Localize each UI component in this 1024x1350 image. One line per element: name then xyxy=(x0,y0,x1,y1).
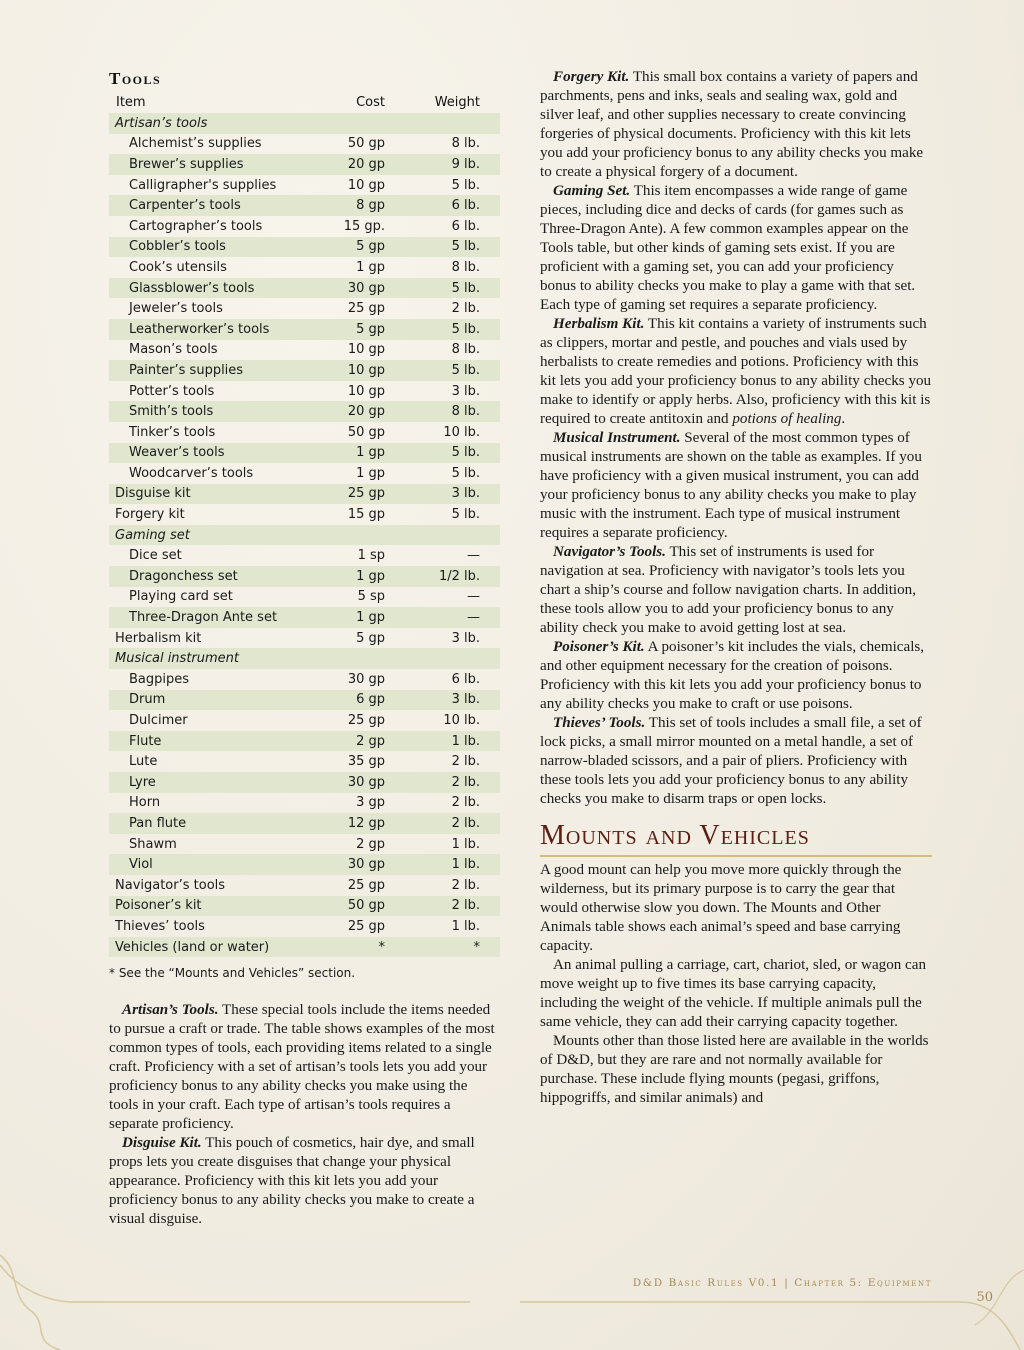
paragraph-text: This set of tools includes a small file, a set of lock picks, a small mirror mounted on a metal handle, a set of narrow-bladed scissors, and a pair of pliers. Proficiency with these tools lets you add your proficiency bonus to any ability checks you make to disarm traps or open locks. xyxy=(540,715,922,807)
mounts-text xyxy=(540,861,932,1108)
paragraph-text: This small box contains a variety of papers and parchments, pens and inks, seals and sealing wax, gold and silver leaf, and other supplies necessary to create convincing forgeries of physical documents. Proficiency with this kit lets you add your proficiency bonus to any ability checks you make to create a physical forgery of a document. xyxy=(540,69,924,180)
paragraph-lead: Poisoner’s Kit. xyxy=(553,639,645,655)
table-row xyxy=(109,751,500,772)
cell-cost: 30 gp xyxy=(308,772,387,793)
paragraph-lead: Disguise Kit. xyxy=(122,1135,202,1151)
cell-cost: 10 gp xyxy=(308,360,387,381)
cell-item: Vehicles (land or water) xyxy=(109,937,308,958)
mounts-paragraph: Mounts other than those listed here are available in the worlds of D&D, but they are rare and not normally available for purchase. These include flying mounts (pegasi, griffons, hippogriffs, and similar animals) and xyxy=(540,1033,929,1106)
cell-cost: 1 gp xyxy=(356,259,385,275)
cell-weight: 2 lb. xyxy=(387,772,500,793)
cell-cost: 15 gp. xyxy=(343,218,385,234)
cell-cost: 30 gp xyxy=(308,854,387,875)
cell-weight: 10 lb. xyxy=(443,713,480,729)
paragraph xyxy=(540,638,932,714)
cell-cost: 5 gp xyxy=(356,630,385,646)
cell-cost: 15 gp xyxy=(347,507,385,523)
table-row xyxy=(109,237,500,258)
cell-item: Cobbler’s tools xyxy=(109,237,308,258)
paragraph-lead: Artisan’s Tools. xyxy=(122,1002,219,1018)
paragraph-text: Several of the most common types of musical instruments are shown on the table as examples. If you have proficiency with a given musical instrument, you can add your proficiency bonus to any ability checks you make to play music with the instrument. Each type of musical instrument requires a separate proficiency. xyxy=(540,430,922,541)
cell-weight: 9 lb. xyxy=(387,154,500,175)
cell-cost: 30 gp xyxy=(347,671,385,687)
cell-item: Painter’s supplies xyxy=(109,360,308,381)
paragraph xyxy=(540,543,932,638)
cell-cost: 2 gp xyxy=(308,731,387,752)
cell-item: Dice set xyxy=(129,548,182,564)
cell-weight: 2 lb. xyxy=(451,795,480,811)
cell-cost: 25 gp xyxy=(347,877,385,893)
table-row xyxy=(109,669,500,690)
paragraph-text: This pouch of cosmetics, hair dye, and small props lets you create disguises that change your physical appearance. Proficiency with this kit lets you add your proficiency bonus to any ability checks you make to create a visual disguise. xyxy=(109,1135,475,1227)
left-column-text xyxy=(109,1001,499,1229)
cell-item: Potter’s tools xyxy=(129,383,215,399)
cell-item: Lute xyxy=(129,754,158,770)
cell-cost: 6 gp xyxy=(308,690,387,711)
cell-cost: 1 sp xyxy=(357,548,385,564)
cell-item: Cartographer’s tools xyxy=(129,218,263,234)
cell-item: Tinker’s tools xyxy=(129,424,216,440)
paragraph-lead: Musical Instrument. xyxy=(553,430,681,446)
table-row xyxy=(109,545,500,566)
header-cost: Cost xyxy=(356,95,385,110)
cell-cost: 5 sp xyxy=(357,589,385,605)
table-row xyxy=(109,834,500,855)
paragraph-lead: Navigator’s Tools. xyxy=(553,544,666,560)
cell-item: Carpenter’s tools xyxy=(109,195,308,216)
paragraph-lead: Forgery Kit. xyxy=(553,69,630,85)
cell-weight: 5 lb. xyxy=(387,443,500,464)
cell-weight: 6 lb. xyxy=(451,218,480,234)
cell-cost: 25 gp xyxy=(308,484,387,505)
table-row xyxy=(109,298,500,319)
table-row xyxy=(109,772,500,793)
footer-ornament xyxy=(0,1240,1024,1350)
cell-item: Musical instrument xyxy=(109,648,308,669)
cell-weight: — xyxy=(387,607,500,628)
tools-table-body xyxy=(109,113,500,957)
table-row xyxy=(109,360,500,381)
cell-cost: 10 gp xyxy=(347,383,385,399)
tools-table-title: Tools xyxy=(109,69,162,88)
cell-cost: 5 gp xyxy=(308,237,387,258)
paragraph-text: This item encompasses a wide range of game pieces, including dice and decks of cards (for games such as Three-Dragon Ante). A few common examples appear on the Tools table, but other kinds of gaming sets exist. If you are proficient with a gaming set, you can add your proficiency bonus to ability checks you make to play a game with that set. Each type of gaming set requires a separate proficiency. xyxy=(540,183,916,313)
cell-item: Playing card set xyxy=(129,589,233,605)
cell-item: Three-Dragon Ante set xyxy=(109,607,308,628)
cell-weight xyxy=(387,525,500,546)
table-row xyxy=(109,896,500,917)
cell-item: Herbalism kit xyxy=(115,630,202,646)
table-row xyxy=(109,340,500,361)
cell-weight: 3 lb. xyxy=(387,484,500,505)
paragraph-lead: Thieves’ Tools. xyxy=(553,715,646,731)
cell-weight: 5 lb. xyxy=(451,177,480,193)
cell-item: Lyre xyxy=(109,772,308,793)
cell-cost: 20 gp xyxy=(308,401,387,422)
cell-weight: 6 lb. xyxy=(451,671,480,687)
paragraph-tail: . xyxy=(841,411,846,427)
cell-item: Thieves’ tools xyxy=(115,918,205,934)
table-row xyxy=(109,607,500,628)
cell-weight: 1 lb. xyxy=(387,731,500,752)
cell-cost: 25 gp xyxy=(347,918,385,934)
cell-weight: 5 lb. xyxy=(387,237,500,258)
cell-weight: 6 lb. xyxy=(387,195,500,216)
cell-cost: 50 gp xyxy=(308,896,387,917)
cell-weight: 3 lb. xyxy=(451,383,480,399)
table-row xyxy=(109,916,500,937)
table-row xyxy=(109,443,500,464)
cell-item: Bagpipes xyxy=(129,671,190,687)
cell-item: Flute xyxy=(109,731,308,752)
cell-weight: 8 lb. xyxy=(451,259,480,275)
cell-item: Alchemist’s supplies xyxy=(129,136,262,152)
cell-cost: 30 gp xyxy=(308,278,387,299)
cell-cost: 1 gp xyxy=(308,443,387,464)
table-row xyxy=(109,257,500,278)
table-row xyxy=(109,422,500,443)
paragraph-lead: Herbalism Kit. xyxy=(553,316,645,332)
cell-weight: 2 lb. xyxy=(451,301,480,317)
cell-cost: 10 gp xyxy=(347,177,385,193)
cell-weight: 5 lb. xyxy=(451,507,480,523)
cell-weight: 5 lb. xyxy=(451,465,480,481)
paragraph xyxy=(540,68,932,182)
footer-left-line xyxy=(0,1265,470,1302)
footer-right-line xyxy=(520,1302,1020,1350)
cell-weight: 2 lb. xyxy=(451,754,480,770)
cell-item: Disguise kit xyxy=(109,484,308,505)
cell-item: Jeweler’s tools xyxy=(129,301,223,317)
table-row xyxy=(109,854,500,875)
paragraph-text: These special tools include the items needed to pursue a craft or trade. The table shows examples of the most common types of tools, each providing items related to a single craft. Proficiency with a set of artisan’s tools lets you add your proficiency bonus to any ability checks you make using the tools in your craft. Each type of artisan’s tools requires a separate proficiency. xyxy=(109,1002,495,1132)
table-row xyxy=(109,690,500,711)
cell-item: Brewer’s supplies xyxy=(109,154,308,175)
cell-item: Calligrapher's supplies xyxy=(129,177,277,193)
header-weight: Weight xyxy=(434,95,480,110)
header-item: Item xyxy=(116,95,146,110)
table-row xyxy=(109,401,500,422)
cell-cost: 1 gp xyxy=(308,566,387,587)
mounts-heading: Mounts and Vehicles xyxy=(540,820,810,851)
tools-table xyxy=(109,92,500,957)
tool-descriptions xyxy=(540,68,932,809)
cell-cost: 25 gp xyxy=(347,301,385,317)
cell-weight: 3 lb. xyxy=(451,630,480,646)
cell-item: Dragonchess set xyxy=(109,566,308,587)
cell-item: Dulcimer xyxy=(129,713,188,729)
table-row xyxy=(109,875,500,896)
table-row xyxy=(109,504,500,525)
cell-weight: 2 lb. xyxy=(451,877,480,893)
table-row xyxy=(109,175,500,196)
table-row xyxy=(109,587,500,608)
cell-item: Poisoner’s kit xyxy=(109,896,308,917)
cell-item: Mason’s tools xyxy=(129,342,218,358)
table-row xyxy=(109,319,500,340)
table-row xyxy=(109,525,500,546)
paragraph xyxy=(540,315,932,429)
cell-weight: 8 lb. xyxy=(451,136,480,152)
cell-cost: 50 gp xyxy=(347,424,385,440)
table-row xyxy=(109,134,500,155)
table-row xyxy=(109,566,500,587)
cell-weight: — xyxy=(467,589,480,605)
table-row xyxy=(109,113,500,134)
cell-cost: 25 gp xyxy=(347,713,385,729)
cell-weight: 1 lb. xyxy=(387,854,500,875)
table-row xyxy=(109,381,500,402)
table-row xyxy=(109,813,500,834)
cell-cost: 5 gp xyxy=(308,319,387,340)
paragraph xyxy=(109,1001,499,1134)
cell-item: Shawm xyxy=(129,836,177,852)
table-row xyxy=(109,731,500,752)
cell-weight: 5 lb. xyxy=(387,278,500,299)
cell-item: Smith’s tools xyxy=(109,401,308,422)
cell-weight: 10 lb. xyxy=(443,424,480,440)
cell-item: Horn xyxy=(129,795,161,811)
cell-weight: 1 lb. xyxy=(451,918,480,934)
paragraph-lead: Gaming Set. xyxy=(553,183,631,199)
footer-text: D&D Basic Rules V0.1 | Chapter 5: Equipment xyxy=(632,1277,932,1289)
cell-cost: 8 gp xyxy=(308,195,387,216)
paragraph-italic: potions of healing xyxy=(732,411,842,427)
table-row xyxy=(109,628,500,649)
cell-cost xyxy=(308,113,387,134)
cell-cost: 50 gp xyxy=(347,136,385,152)
cell-cost: 35 gp xyxy=(347,754,385,770)
paragraph xyxy=(540,429,932,543)
cell-cost: 3 gp xyxy=(356,795,385,811)
mounts-paragraph: An animal pulling a carriage, cart, chariot, sled, or wagon can move weight up to five times its base carrying capacity, including the weight of the vehicle. If multiple animals pull the same vehicle, they can add their carrying capacity together. xyxy=(540,957,927,1030)
footer-left-flourish xyxy=(0,1255,60,1350)
table-row xyxy=(109,463,500,484)
table-row xyxy=(109,937,500,958)
cell-weight: 5 lb. xyxy=(387,360,500,381)
cell-cost: * xyxy=(308,937,387,958)
cell-weight: 1 lb. xyxy=(451,836,480,852)
right-column xyxy=(540,68,932,1108)
cell-item: Woodcarver’s tools xyxy=(129,465,254,481)
heading-rule xyxy=(540,855,932,857)
cell-item: Glassblower’s tools xyxy=(109,278,308,299)
cell-weight: 2 lb. xyxy=(387,896,500,917)
cell-cost xyxy=(308,648,387,669)
cell-weight: 8 lb. xyxy=(451,342,480,358)
table-row xyxy=(109,710,500,731)
table-row xyxy=(109,648,500,669)
tools-table-section xyxy=(109,66,501,980)
cell-item: Pan flute xyxy=(109,813,308,834)
paragraph-text: A poisoner’s kit includes the vials, chemicals, and other equipment necessary for the creation of poisons. Proficiency with this kit lets you add your proficiency bonus to any ability checks you make to craft or use poisons. xyxy=(540,639,925,712)
cell-weight: 8 lb. xyxy=(387,401,500,422)
table-footnote: * See the “Mounts and Vehicles” section. xyxy=(109,966,356,981)
cell-item: Navigator’s tools xyxy=(115,877,226,893)
mounts-paragraph: A good mount can help you move more quickly through the wilderness, but its primary purpose is to carry the gear that would otherwise slow you down. The Mounts and Other Animals table shows each animal’s speed and base carrying capacity. xyxy=(540,862,902,954)
cell-weight: 5 lb. xyxy=(387,319,500,340)
cell-cost: 20 gp xyxy=(308,154,387,175)
table-row xyxy=(109,793,500,814)
cell-cost: 12 gp xyxy=(308,813,387,834)
cell-item: Forgery kit xyxy=(115,507,185,523)
cell-cost: 1 gp xyxy=(308,607,387,628)
table-row xyxy=(109,154,500,175)
cell-weight xyxy=(387,113,500,134)
paragraph-text: This set of instruments is used for navigation at sea. Proficiency with navigator’s tools lets you chart a ship’s course and follow navigation charts. In addition, these tools allow you to add your proficiency bonus to any ability check you make to avoid getting lost at sea. xyxy=(540,544,916,636)
cell-item: Weaver’s tools xyxy=(109,443,308,464)
paragraph xyxy=(109,1134,499,1229)
cell-weight: * xyxy=(387,937,500,958)
cell-cost: 2 gp xyxy=(356,836,385,852)
cell-item: Leatherworker’s tools xyxy=(109,319,308,340)
cell-item: Gaming set xyxy=(109,525,308,546)
paragraph xyxy=(540,182,932,315)
paragraph-text: This kit contains a variety of instruments such as clippers, mortar and pestle, and pouches and vials used by herbalists to create remedies and potions. Proficiency with this kit lets you add your proficiency bonus to any ability checks you make to identify or apply herbs. Also, proficiency with this kit is required to create antitoxin and xyxy=(540,316,932,427)
cell-weight: 3 lb. xyxy=(387,690,500,711)
paragraph xyxy=(540,714,932,809)
cell-weight xyxy=(387,648,500,669)
cell-cost: 10 gp xyxy=(347,342,385,358)
cell-cost xyxy=(308,525,387,546)
table-row xyxy=(109,278,500,299)
cell-cost: 1 gp xyxy=(356,465,385,481)
cell-item: Cook’s utensils xyxy=(129,259,227,275)
table-row xyxy=(109,484,500,505)
page-number: 50 xyxy=(976,1290,993,1305)
table-row xyxy=(109,216,500,237)
table-header-row xyxy=(109,92,500,113)
table-row xyxy=(109,195,500,216)
cell-weight: 2 lb. xyxy=(387,813,500,834)
cell-item: Drum xyxy=(109,690,308,711)
cell-item: Artisan’s tools xyxy=(109,113,308,134)
cell-item: Viol xyxy=(109,854,308,875)
cell-weight: — xyxy=(467,548,480,564)
cell-weight: 1/2 lb. xyxy=(387,566,500,587)
